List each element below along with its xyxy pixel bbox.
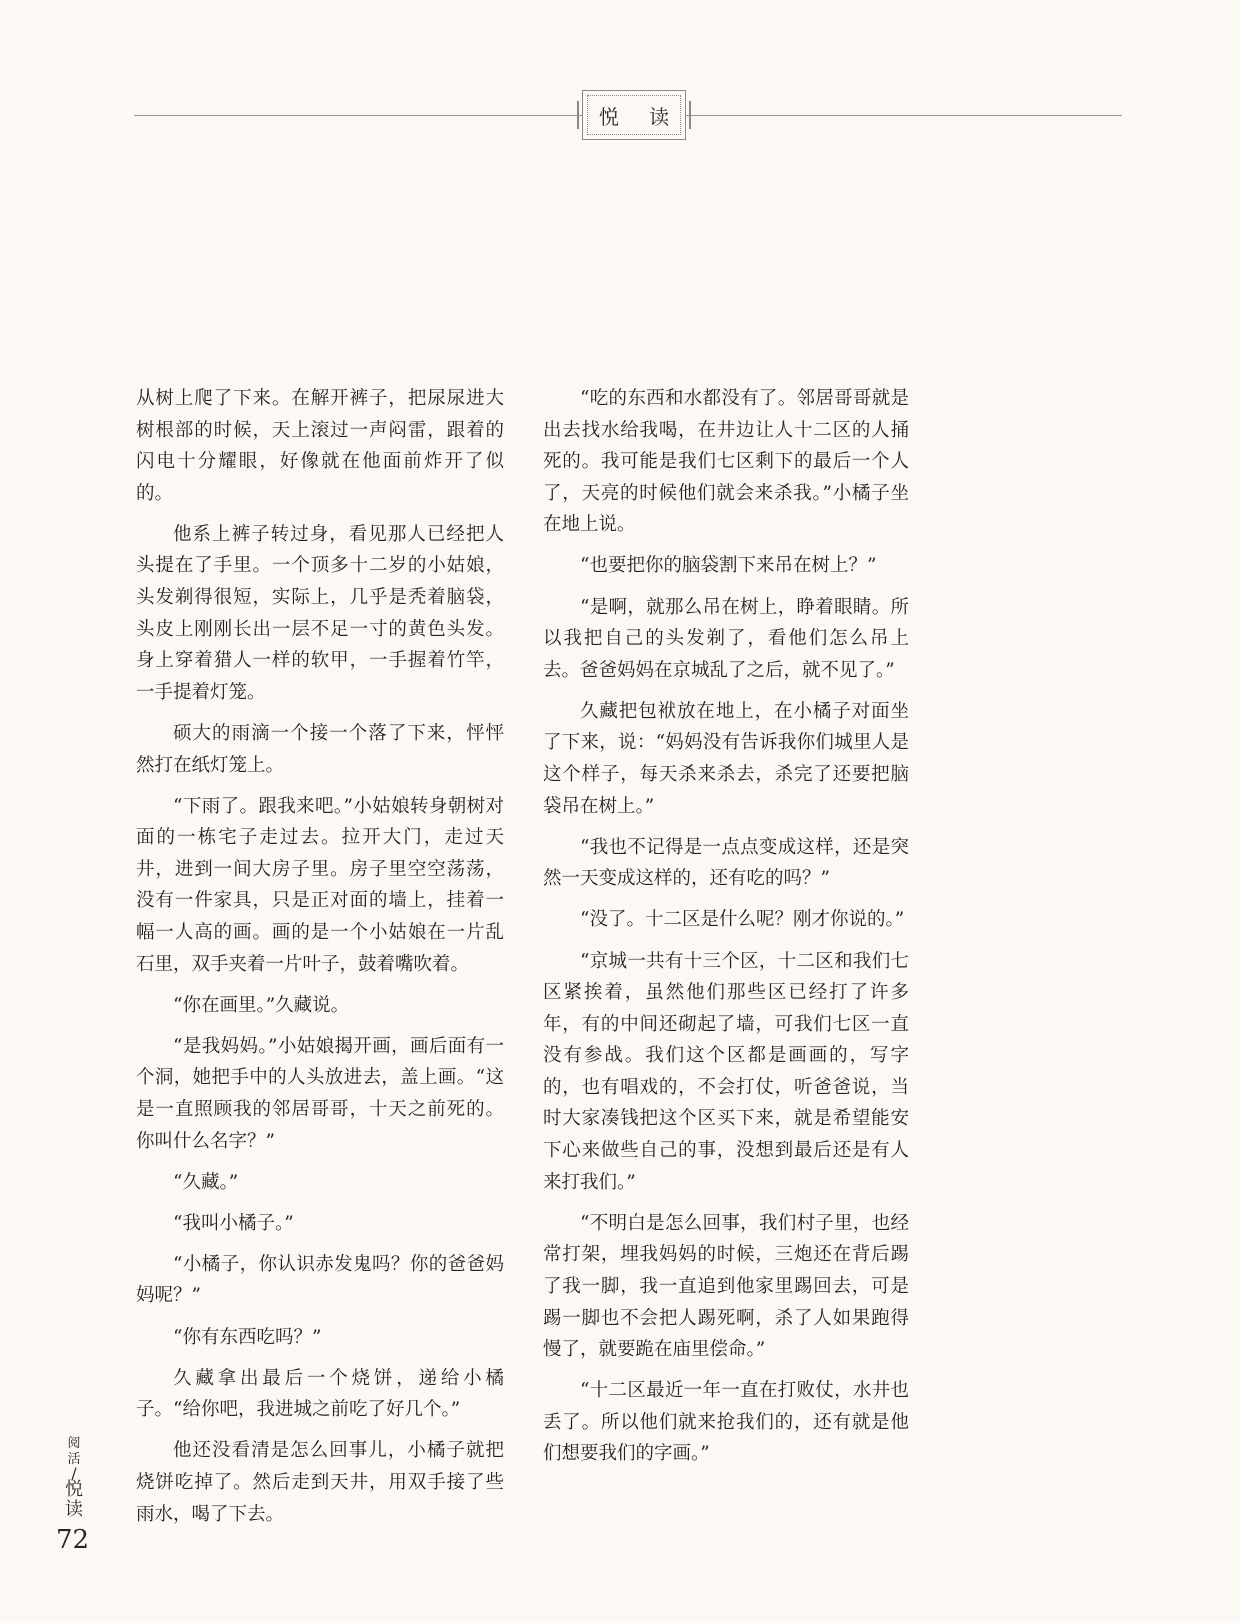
paragraph: “是啊，就那么吊在树上，睁着眼睛。所以我把自己的头发剃了，看他们怎么吊上去。爸爸妈妈在京城乱了之后，就不见了。” (543, 596, 909, 681)
magazine-name: 阅活 (67, 1436, 81, 1467)
paragraph: “没了。十二区是什么呢？刚才你说的。” (580, 909, 905, 931)
paragraph: “你在画里。”久藏说。 (173, 994, 350, 1016)
paragraph: “京城一共有十三个区，十二区和我们七区紧挨着，虽然他们那些区已经打了许多年，有的中间还砌起了墙，可我们七区一直没有参战。我们这个区都是画画的，写字的，也有唱戏的，不会打仗，听爸爸说，当时大家凑钱把这个区买下来，就是希望能安下心来做些自己的事，没想到最后还是有人来打我们。” (543, 950, 909, 1193)
paragraph: 他还没看清是怎么回事儿，小橘子就把烧饼吃掉了。然后走到天井，用双手接了些雨水，喝了下去。 (136, 1440, 504, 1525)
paragraph: “下雨了。跟我来吧。”小姑娘转身朝树对面的一栋宅子走过去。拉开大门，走过天井，进到一间大房子里。房子里空空荡荡，没有一件家具，只是正对面的墙上，挂着一幅一人高的画。画的是一个小姑娘在一片乱石里，双手夹着一片叶子，鼓着嘴吹着。 (136, 795, 504, 975)
label-divider: / (71, 1464, 77, 1483)
paragraph: 从树上爬了下来。在解开裤子，把尿尿进大树根部的时候，天上滚过一声闷雷，跟着的闪电十分耀眼，好像就在他面前炸开了似的。 (136, 388, 504, 504)
section-header-box (582, 90, 686, 140)
paragraph: “吃的东西和水都没有了。邻居哥哥就是出去找水给我喝，在井边让人十二区的人捅死的。我可能是我们七区剩下的最后一个人了，天亮的时候他们就会来杀我。”小橘子坐在地上说。 (543, 388, 909, 536)
paragraph: 久藏把包袱放在地上，在小橘子对面坐了下来，说：“妈妈没有告诉我你们城里人是这个样子，每天杀来杀去，杀完了还要把脑袋吊在树上。” (543, 700, 909, 817)
paragraph: “是我妈妈。”小姑娘揭开画，画后面有一个洞，她把手中的人头放进去，盖上画。“这是一直照顾我的邻居哥哥，十天之前死的。你叫什么名字？” (136, 1035, 504, 1152)
paragraph: “你有东西吃吗？” (173, 1326, 322, 1348)
section-name: 悦读 (65, 1479, 83, 1520)
paragraph: 久藏拿出最后一个烧饼，递给小橘子。“给你吧，我进城之前吃了好几个。” (136, 1367, 504, 1421)
paragraph: 硕大的雨滴一个接一个落了下来，怦怦然打在纸灯笼上。 (136, 722, 504, 776)
paragraph: 他系上裤子转过身，看见那人已经把人头提在了手里。一个顶多十二岁的小姑娘，头发剃得很短，实际上，几乎是秃着脑袋，头皮上刚刚长出一层不足一寸的黄色头发。身上穿着猎人一样的软甲，一手握着竹竿，一手提着灯笼。 (136, 523, 504, 703)
paragraph: “不明白是怎么回事，我们村子里，也经常打架，埋我妈妈的时候，三炮还在背后踢了我一脚，我一直追到他家里踢回去，可是踢一脚也不会把人踢死啊，杀了人如果跑得慢了，就要跪在庙里偿命。” (543, 1212, 909, 1361)
paragraph: “我也不记得是一点点变成这样，还是突然一天变成这样的，还有吃的吗？” (543, 836, 909, 890)
paragraph: “十二区最近一年一直在打败仗，水井也丢了。所以他们就来抢我们的，还有就是他们想要我们的字画。” (543, 1380, 909, 1465)
paragraph: “也要把你的脑袋割下来吊在树上？” (580, 555, 877, 577)
paragraph: “小橘子，你认识赤发鬼吗？你的爸爸妈妈呢？” (136, 1253, 504, 1307)
paragraph: “久藏。” (173, 1171, 239, 1193)
section-title: 悦 读 (598, 104, 682, 129)
page-number: 72 (56, 1525, 90, 1555)
right-column (543, 383, 909, 1480)
magazine-section-label (62, 1436, 86, 1520)
left-column (136, 383, 504, 1540)
paragraph: “我叫小橘子。” (173, 1212, 294, 1234)
